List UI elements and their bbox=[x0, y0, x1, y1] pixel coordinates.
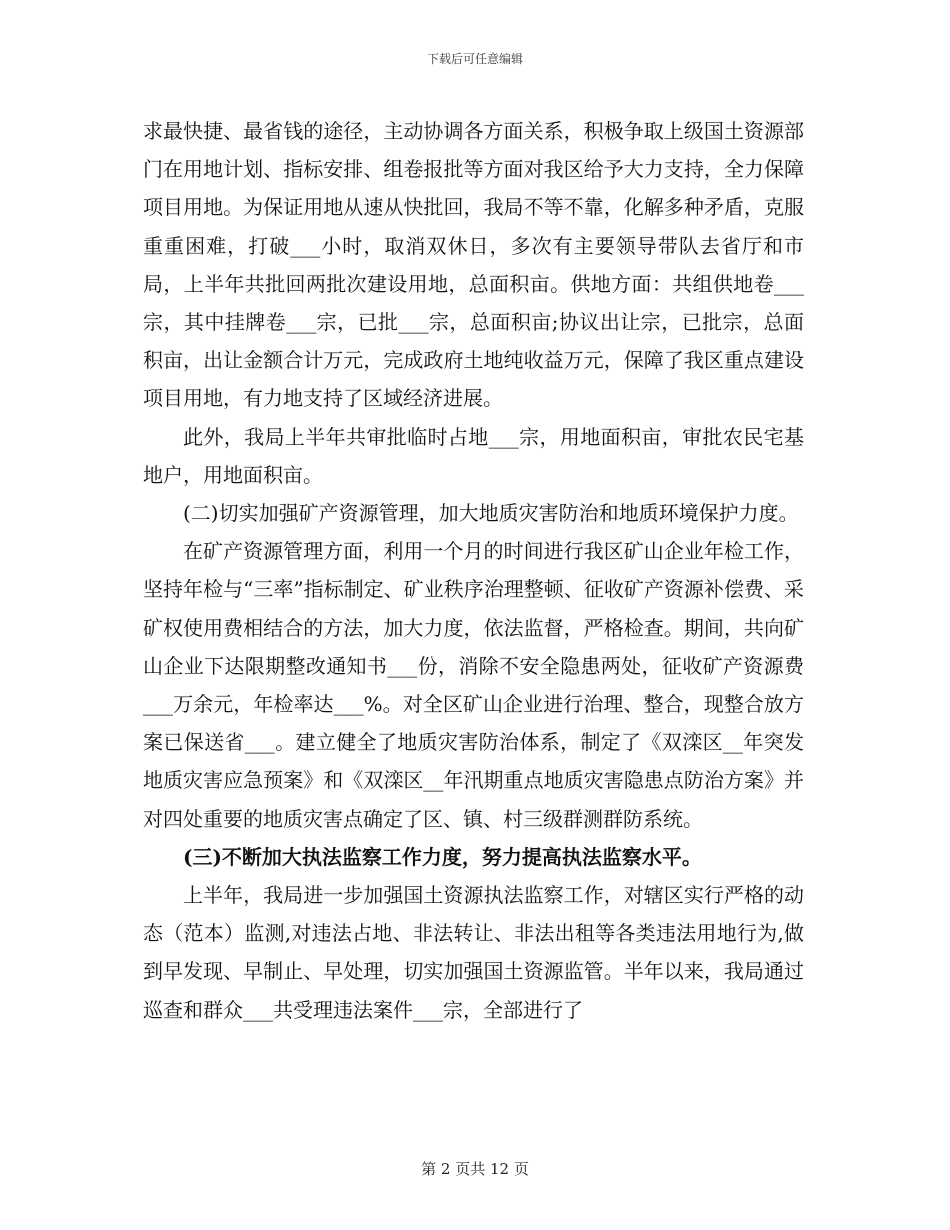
section-heading-mineral-resources: (二)切实加强矿产资源管理，加大地质灾害防治和地质环境保护力度。 bbox=[183, 501, 799, 526]
page-header: 下载后可任意编辑 bbox=[426, 52, 523, 66]
section-heading-law-enforcement: (三)不断加大执法监察工作力度，努力提高执法监察水平。 bbox=[183, 844, 702, 869]
paragraph-temporary-land: 此外，我局上半年共审批临时占地___宗，用地面积亩，审批农民宅基地户，用地面积亩。 bbox=[143, 424, 804, 487]
document-body bbox=[143, 112, 804, 1029]
paragraph-law-enforcement: 上半年，我局进一步加强国土资源执法监察工作，对辖区实行严格的动态（范本）监测,对违法占地、非法转让、非法出租等各类违法用地行为,做到早发现、早制止、早处理，切实加强国土资源监管。半年以来，我局通过巡查和群众___共受理违法案件___宗，全部进行了 bbox=[143, 883, 804, 1022]
paragraph-land-supply: 求最快捷、最省钱的途径，主动协调各方面关系，积极争取上级国土资源部门在用地计划、指标安排、组卷报批等方面对我区给予大力支持，全力保障项目用地。为保证用地从速从快批回，我局不等不靠，化解多种矛盾，克服重重困难，打破___小时，取消双休日，多次有主要领导带队去省厅和市局，上半年共批回两批次建设用地，总面积亩。供地方面：共组供地卷___宗，其中挂牌卷___宗，已批___宗，总面积亩;协议出让宗，已批宗，总面积亩，出让金额合计万元，完成政府土地纯收益万元，保障了我区重点建设项目用地，有力地支持了区域经济进展。 bbox=[143, 119, 804, 411]
page-footer: 第 2 页共 12 页 bbox=[421, 1160, 529, 1178]
paragraph-mineral-management: 在矿产资源管理方面，利用一个月的时间进行我区矿山企业年检工作，坚持年检与“三率”指标制定、矿业秩序治理整顿、征收矿产资源补偿费、采矿权使用费相结合的方法，加大力度，依法监督，严格检查。期间，共向矿山企业下达限期整改通知书___份，消除不安全隐患两处，征收矿产资源费___万余元，年检率达___%。对全区矿山企业进行治理、整合，现整合放方案已保送省___。建立健全了地质灾害防治体系，制定了《双滦区__年突发地质灾害应急预案》和《双滦区__年汛期重点地质灾害隐患点防治方案》并对四处重要的地质灾害点确定了区、镇、村三级群测群防系统。 bbox=[143, 539, 804, 831]
